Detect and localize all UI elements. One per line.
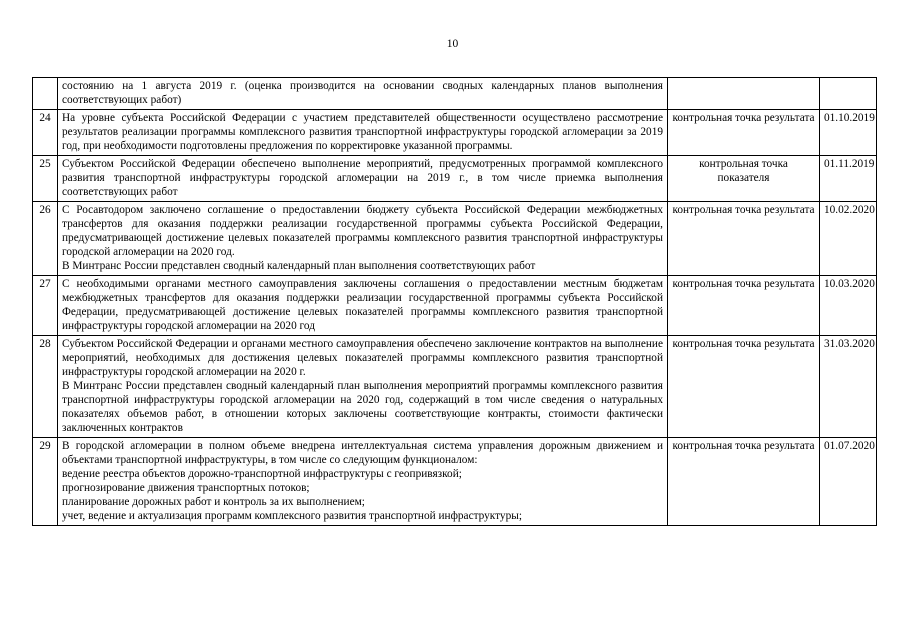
table-row <box>33 336 877 438</box>
description-paragraph: В городской агломерации в полном объеме внедрена интеллектуальная система управления дорожным движением и объектами транспортной инфраструктуры, в том числе со следующим функционалом: <box>62 440 663 466</box>
control-point-date: 01.07.2020 <box>820 438 877 526</box>
description-paragraph: В Минтранс России представлен сводный календарный план выполнения соответствующих работ <box>62 260 536 272</box>
row-number: 28 <box>33 336 58 438</box>
table-row <box>33 438 877 526</box>
control-point-type: контрольная точка результата <box>668 336 820 438</box>
row-description <box>58 156 668 202</box>
row-number: 26 <box>33 202 58 276</box>
row-description <box>58 202 668 276</box>
row-description <box>58 78 668 110</box>
row-description <box>58 438 668 526</box>
control-point-type <box>668 78 820 110</box>
control-point-date: 10.03.2020 <box>820 276 877 336</box>
description-paragraph: прогнозирование движения транспортных потоков; <box>62 482 310 494</box>
control-point-type: контрольная точка результата <box>668 202 820 276</box>
description-paragraph: Субъектом Российской Федерации и органами местного самоуправления обеспечено заключение контрактов на выполнение мероприятий, необходимых для достижения целевых показателей программы комплексного развития транспортной инфраструктуры городской агломерации на 2020 г. <box>62 338 663 378</box>
control-points-table <box>32 77 877 526</box>
row-number <box>33 78 58 110</box>
table-row <box>33 110 877 156</box>
control-point-date <box>820 78 877 110</box>
table-row <box>33 202 877 276</box>
control-point-type: контрольная точка показателя <box>668 156 820 202</box>
control-point-date: 10.02.2020 <box>820 202 877 276</box>
row-description <box>58 276 668 336</box>
row-number: 27 <box>33 276 58 336</box>
table-row <box>33 156 877 202</box>
control-point-type: контрольная точка результата <box>668 438 820 526</box>
control-point-date: 01.10.2019 <box>820 110 877 156</box>
control-point-type: контрольная точка результата <box>668 276 820 336</box>
row-number: 24 <box>33 110 58 156</box>
description-paragraph: планирование дорожных работ и контроль за их выполнением; <box>62 496 365 508</box>
row-description <box>58 110 668 156</box>
page-number: 10 <box>446 38 459 50</box>
description-paragraph: С Росавтодором заключено соглашение о предоставлении бюджету субъекта Российской Федерации межбюджетных трансфертов для оказания поддержки реализации государственной программы субъекта Российской Федерации, предусматривающей достижение целевых показателей программы комплексного развития транспортной инфраструктуры городской агломерации на 2020 год. <box>62 204 663 258</box>
description-paragraph: На уровне субъекта Российской Федерации с участием представителей общественности осуществлено рассмотрение результатов реализации программы комплексного развития транспортной инфраструктуры городской агломерации за 2019 год, при необходимости подготовлены предложения по корректировке указанной программы. <box>62 112 663 152</box>
control-point-type: контрольная точка результата <box>668 110 820 156</box>
row-number: 25 <box>33 156 58 202</box>
description-paragraph: ведение реестра объектов дорожно-транспортной инфраструктуры с геопривязкой; <box>62 468 462 480</box>
description-paragraph: В Минтранс России представлен сводный календарный план выполнения мероприятий программы комплексного развития транспортной инфраструктуры городской агломерации на 2020 год, содержащий в том числе сведения о натуральных показателях объемов работ, в отношении которых заключены соответствующие контракты, стоимости фактически заключенных контрактов <box>62 380 663 434</box>
table-body <box>33 78 877 526</box>
control-point-date: 31.03.2020 <box>820 336 877 438</box>
row-number: 29 <box>33 438 58 526</box>
description-paragraph: учет, ведение и актуализация программ комплексного развития транспортной инфраструктуры; <box>62 510 522 522</box>
table-row <box>33 276 877 336</box>
description-paragraph: состоянию на 1 августа 2019 г. (оценка производится на основании сводных календарных планов выполнения соответствующих работ) <box>62 80 663 106</box>
control-point-date: 01.11.2019 <box>820 156 877 202</box>
description-paragraph: С необходимыми органами местного самоуправления заключены соглашения о предоставлении местным бюджетам межбюджетных трансфертов для оказания поддержки реализации государственной программы субъекта Российской Федерации, предусматривающей достижение целевых показателей программы комплексного развития транспортной инфраструктуры городской агломерации на 2020 год <box>62 278 663 332</box>
description-paragraph: Субъектом Российской Федерации обеспечено выполнение мероприятий, предусмотренных программой комплексного развития транспортной инфраструктуры городской агломерации на 2019 г., в том числе приемка выполнения соответствующих работ <box>62 158 663 198</box>
row-description <box>58 336 668 438</box>
table-row <box>33 78 877 110</box>
